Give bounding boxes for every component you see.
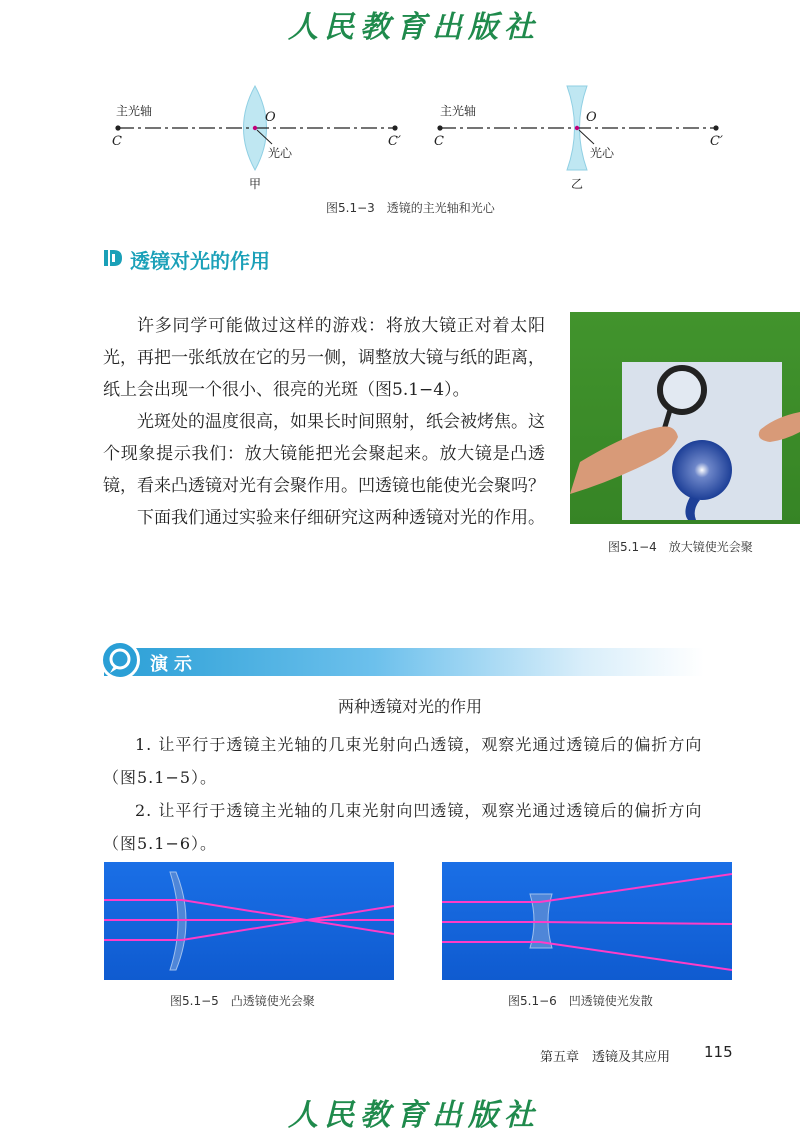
- figure-516-caption: 图5.1−6 凹透镜使光发散: [508, 994, 653, 1008]
- demo-steps: [103, 728, 733, 860]
- convex-lens-panel: [115, 86, 397, 170]
- concave-beam-illustration: [442, 862, 732, 980]
- panel-label-left: 甲: [249, 177, 262, 191]
- chapter-title: 第五章 透镜及其应用: [540, 1050, 671, 1065]
- convex-beam-illustration: [104, 862, 394, 980]
- demo-title: 两种透镜对光的作用: [338, 697, 483, 716]
- demo-step-2: 2. 让平行于透镜主光轴的几束光射向凹透镜，观察光通过透镜后的偏折方向（图5.1−6）。: [103, 801, 703, 853]
- demo-icon: [100, 640, 140, 680]
- paragraph-3: 下面我们通过实验来仔细研究这两种透镜对光的作用。: [137, 508, 545, 528]
- point-c-right: [437, 125, 442, 130]
- figure-514-caption: 图5.1−4 放大镜使光会聚: [608, 540, 753, 554]
- publisher-logo-footer: 人民教育出版社: [288, 1098, 540, 1133]
- demo-step-1: 1. 让平行于透镜主光轴的几束光射向凸透镜，观察光通过透镜后的偏折方向（图5.1−5）。: [103, 735, 703, 787]
- optical-center-label-left: 光心: [268, 146, 293, 160]
- publisher-logo-header: 人民教育出版社: [288, 10, 540, 45]
- point-c-label-left: C: [112, 134, 122, 149]
- figure-lens-axes: [100, 80, 740, 195]
- optical-center-pointer-right: [579, 130, 594, 144]
- point-o-label-right: O: [586, 110, 597, 125]
- lens-axis-diagram: [100, 80, 740, 195]
- point-o-label-left: O: [265, 110, 276, 125]
- point-c-prime-label-left: C′: [388, 134, 401, 149]
- body-text: [103, 310, 545, 534]
- axis-label-left: 主光轴: [116, 104, 153, 118]
- demo-label: 演示: [150, 654, 198, 675]
- panel-label-right: 乙: [571, 177, 584, 191]
- axis-label-right: 主光轴: [440, 104, 477, 118]
- optical-center-dot-right: [575, 126, 579, 130]
- convex-lens-beam-photo: [104, 862, 394, 980]
- page-number: 115: [704, 1043, 733, 1061]
- point-c-label-right: C: [434, 134, 444, 149]
- figure-513-caption: 图5.1−3 透镜的主光轴和光心: [326, 201, 495, 215]
- point-c-prime-left: [392, 125, 397, 130]
- optical-center-label-right: 光心: [590, 146, 615, 160]
- figure-515-caption: 图5.1−5 凸透镜使光会聚: [170, 994, 315, 1008]
- magnifier-photo-illustration: [570, 312, 800, 524]
- section-marker-icon: [103, 248, 123, 268]
- optical-center-dot-left: [253, 126, 257, 130]
- concave-lens-panel: [437, 86, 718, 170]
- point-c-left: [115, 125, 120, 130]
- magnifier-photo: [570, 312, 800, 524]
- concave-lens-beam-photo: [442, 862, 732, 980]
- section-title: 透镜对光的作用: [130, 249, 270, 273]
- paragraph-2: 光斑处的温度很高，如果长时间照射，纸会被烤焦。这个现象提示我们：放大镜能把光会聚起来。放大镜是凸透镜，看来凸透镜对光有会聚作用。凹透镜也能使光会聚吗？: [103, 412, 545, 496]
- paragraph-1: 许多同学可能做过这样的游戏：将放大镜正对着太阳光，再把一张纸放在它的另一侧，调整放大镜与纸的距离，纸上会出现一个很小、很亮的光斑（图5.1−4）。: [103, 316, 545, 400]
- point-c-prime-right: [713, 125, 718, 130]
- point-c-prime-label-right: C′: [710, 134, 723, 149]
